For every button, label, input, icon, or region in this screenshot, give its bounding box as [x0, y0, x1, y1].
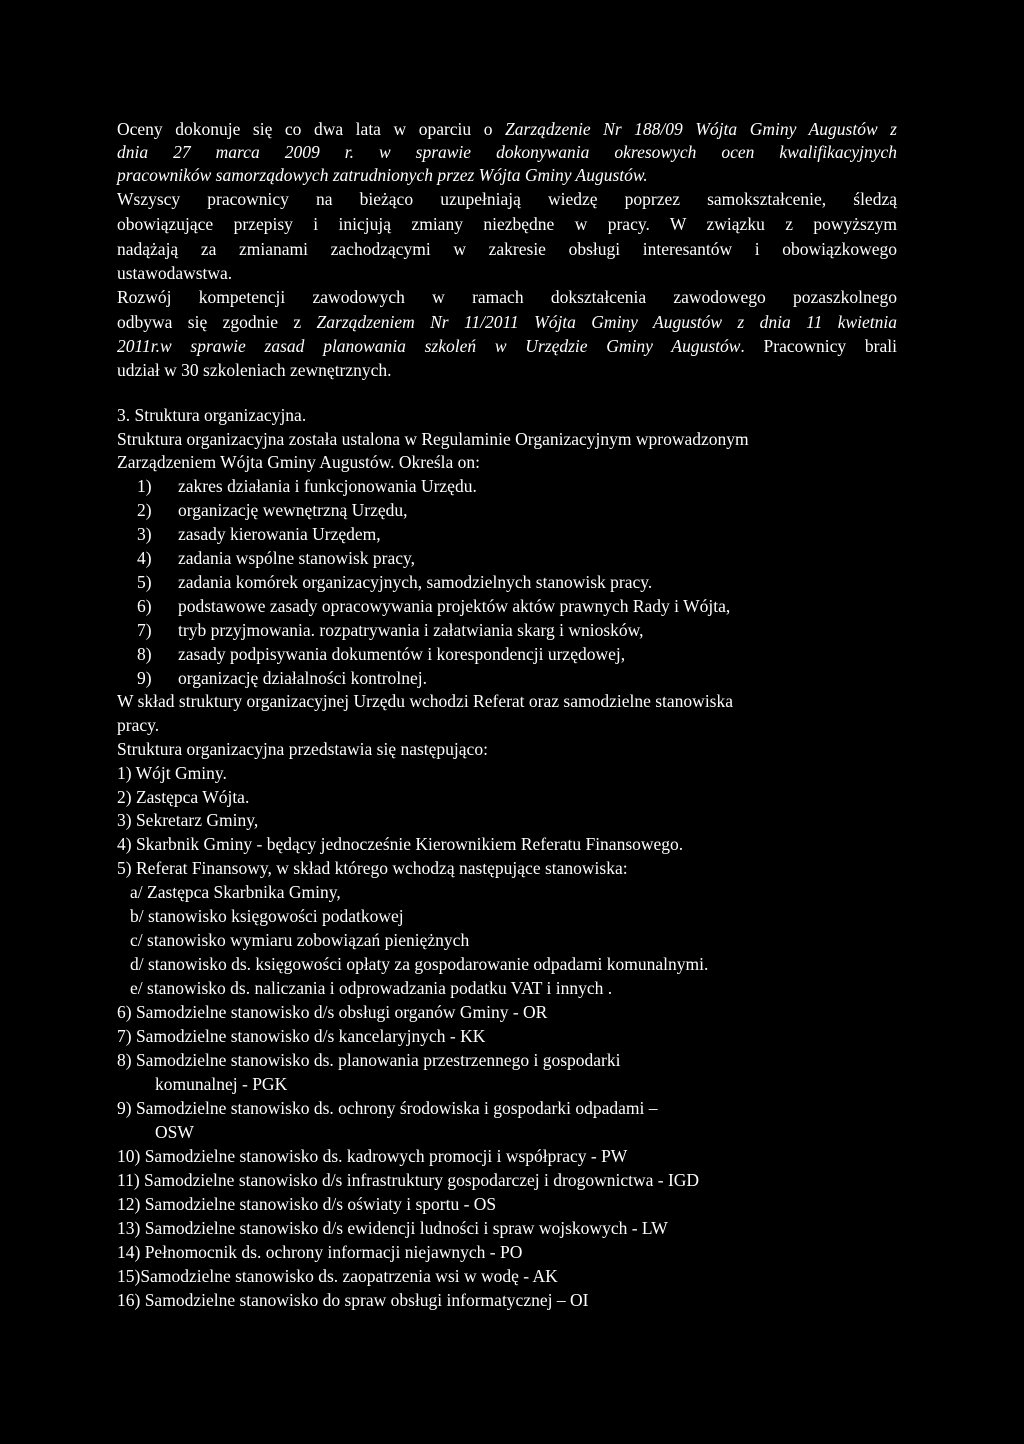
structure-item: 6) Samodzielne stanowisko d/s obsługi organów Gminy - OR	[117, 1002, 548, 1022]
list-text: zadania wspólne stanowisk pracy,	[178, 548, 415, 568]
list-number: 4)	[137, 548, 152, 568]
structure-item: 15)Samodzielne stanowisko ds. zaopatrzenia wsi w wodę - AK	[117, 1266, 558, 1286]
list-number: 5)	[137, 572, 152, 592]
paragraph-line: nadążają za zmianami zachodzącymi w zakresie obsługi interesantów i obowiązkowego	[117, 239, 897, 259]
section-heading: 3. Struktura organizacyjna.	[117, 405, 307, 425]
text-run: . Pracownicy brali	[740, 336, 897, 356]
list-text: tryb przyjmowania. rozpatrywania i załatwiania skarg i wniosków,	[178, 620, 644, 640]
list-text: organizację wewnętrzną Urzędu,	[178, 500, 408, 520]
text-run: Oceny dokonuje się co dwa lata w oparciu o	[117, 119, 506, 139]
paragraph-line: udział w 30 szkoleniach zewnętrznych.	[117, 360, 392, 380]
list-number: 6)	[137, 596, 152, 616]
paragraph-line: obowiązujące przepisy i inicjują zmiany niezbędne w pracy. W związku z powyższym	[117, 214, 897, 234]
list-number: 1)	[137, 476, 152, 496]
structure-item: 2) Zastępca Wójta.	[117, 787, 250, 807]
structure-item: 8) Samodzielne stanowisko ds. planowania przestrzennego i gospodarki	[117, 1050, 621, 1070]
structure-item: 5) Referat Finansowy, w skład którego wchodzą następujące stanowiska:	[117, 858, 628, 878]
structure-item: 11) Samodzielne stanowisko d/s infrastruktury gospodarczej i drogownictwa - IGD	[117, 1170, 700, 1190]
regulation-reference: Zarządzenie Nr 188/09 Wójta Gminy Augustów z	[505, 119, 897, 139]
structure-item: 14) Pełnomocnik ds. ochrony informacji niejawnych - PO	[117, 1242, 523, 1262]
list-number: 7)	[137, 620, 152, 640]
structure-subitem: a/ Zastępca Skarbnika Gminy,	[130, 882, 341, 902]
structure-item: 12) Samodzielne stanowisko d/s oświaty i sportu - OS	[117, 1194, 497, 1214]
regulation-reference: Zarządzeniem Nr 11/2011 Wójta Gminy Augustów z dnia 11 kwietnia	[316, 312, 897, 332]
paragraph-line	[117, 311, 897, 333]
paragraph-line	[117, 335, 897, 357]
list-number: 8)	[137, 644, 152, 664]
paragraph-line: dnia 27 marca 2009 r. w sprawie dokonywania okresowych ocen kwalifikacyjnych	[117, 142, 897, 162]
list-number: 2)	[137, 500, 152, 520]
structure-item: 1) Wójt Gminy.	[117, 763, 227, 783]
list-text: zakres działania i funkcjonowania Urzędu.	[178, 476, 477, 496]
list-text: organizację działalności kontrolnej.	[178, 668, 427, 688]
structure-item: 3) Sekretarz Gminy,	[117, 810, 259, 830]
list-number: 9)	[137, 668, 152, 688]
paragraph-line	[117, 118, 897, 140]
regulation-reference: 2011r.w sprawie zasad planowania szkoleń w Urzędzie Gminy Augustów	[117, 336, 741, 356]
paragraph-line: Struktura organizacyjna została ustalona w Regulaminie Organizacyjnym wprowadzonym	[117, 429, 749, 449]
structure-item: 4) Skarbnik Gminy - będący jednocześnie Kierownikiem Referatu Finansowego.	[117, 834, 684, 854]
structure-item: 7) Samodzielne stanowisko d/s kancelaryjnych - KK	[117, 1026, 486, 1046]
structure-subitem: e/ stanowisko ds. naliczania i odprowadzania podatku VAT i innych .	[130, 978, 613, 998]
paragraph-line: pracy.	[117, 715, 160, 735]
paragraph-line: Wszyscy pracownicy na bieżąco uzupełniają wiedzę poprzez samokształcenie, śledzą	[117, 189, 897, 209]
structure-item: 16) Samodzielne stanowisko do spraw obsługi informatycznej – OI	[117, 1290, 589, 1310]
structure-item: 9) Samodzielne stanowisko ds. ochrony środowiska i gospodarki odpadami –	[117, 1098, 658, 1118]
structure-subitem: b/ stanowisko księgowości podatkowej	[130, 906, 404, 926]
structure-item-continuation: OSW	[155, 1122, 194, 1142]
structure-item: 13) Samodzielne stanowisko d/s ewidencji ludności i spraw wojskowych - LW	[117, 1218, 668, 1238]
structure-item-continuation: komunalnej - PGK	[155, 1074, 288, 1094]
paragraph-line: Struktura organizacyjna przedstawia się następująco:	[117, 739, 488, 759]
list-text: zadania komórek organizacyjnych, samodzielnych stanowisk pracy.	[178, 572, 653, 592]
paragraph-line: W skład struktury organizacyjnej Urzędu wchodzi Referat oraz samodzielne stanowiska	[117, 691, 734, 711]
list-text: zasady kierowania Urzędem,	[178, 524, 381, 544]
list-number: 3)	[137, 524, 152, 544]
structure-subitem: d/ stanowisko ds. księgowości opłaty za gospodarowanie odpadami komunalnymi.	[130, 954, 709, 974]
paragraph-line: pracowników samorządowych zatrudnionych przez Wójta Gminy Augustów.	[117, 165, 648, 185]
paragraph-line: Rozwój kompetencji zawodowych w ramach dokształcenia zawodowego pozaszkolnego	[117, 287, 897, 307]
text-run: odbywa się zgodnie z	[117, 312, 317, 332]
structure-subitem: c/ stanowisko wymiaru zobowiązań pieniężnych	[130, 930, 470, 950]
structure-item: 10) Samodzielne stanowisko ds. kadrowych promocji i współpracy - PW	[117, 1146, 628, 1166]
paragraph-line: ustawodawstwa.	[117, 263, 233, 283]
list-text: zasady podpisywania dokumentów i korespondencji urzędowej,	[178, 644, 626, 664]
paragraph-line: Zarządzeniem Wójta Gminy Augustów. Określa on:	[117, 452, 481, 472]
list-text: podstawowe zasady opracowywania projektów aktów prawnych Rady i Wójta,	[178, 596, 731, 616]
